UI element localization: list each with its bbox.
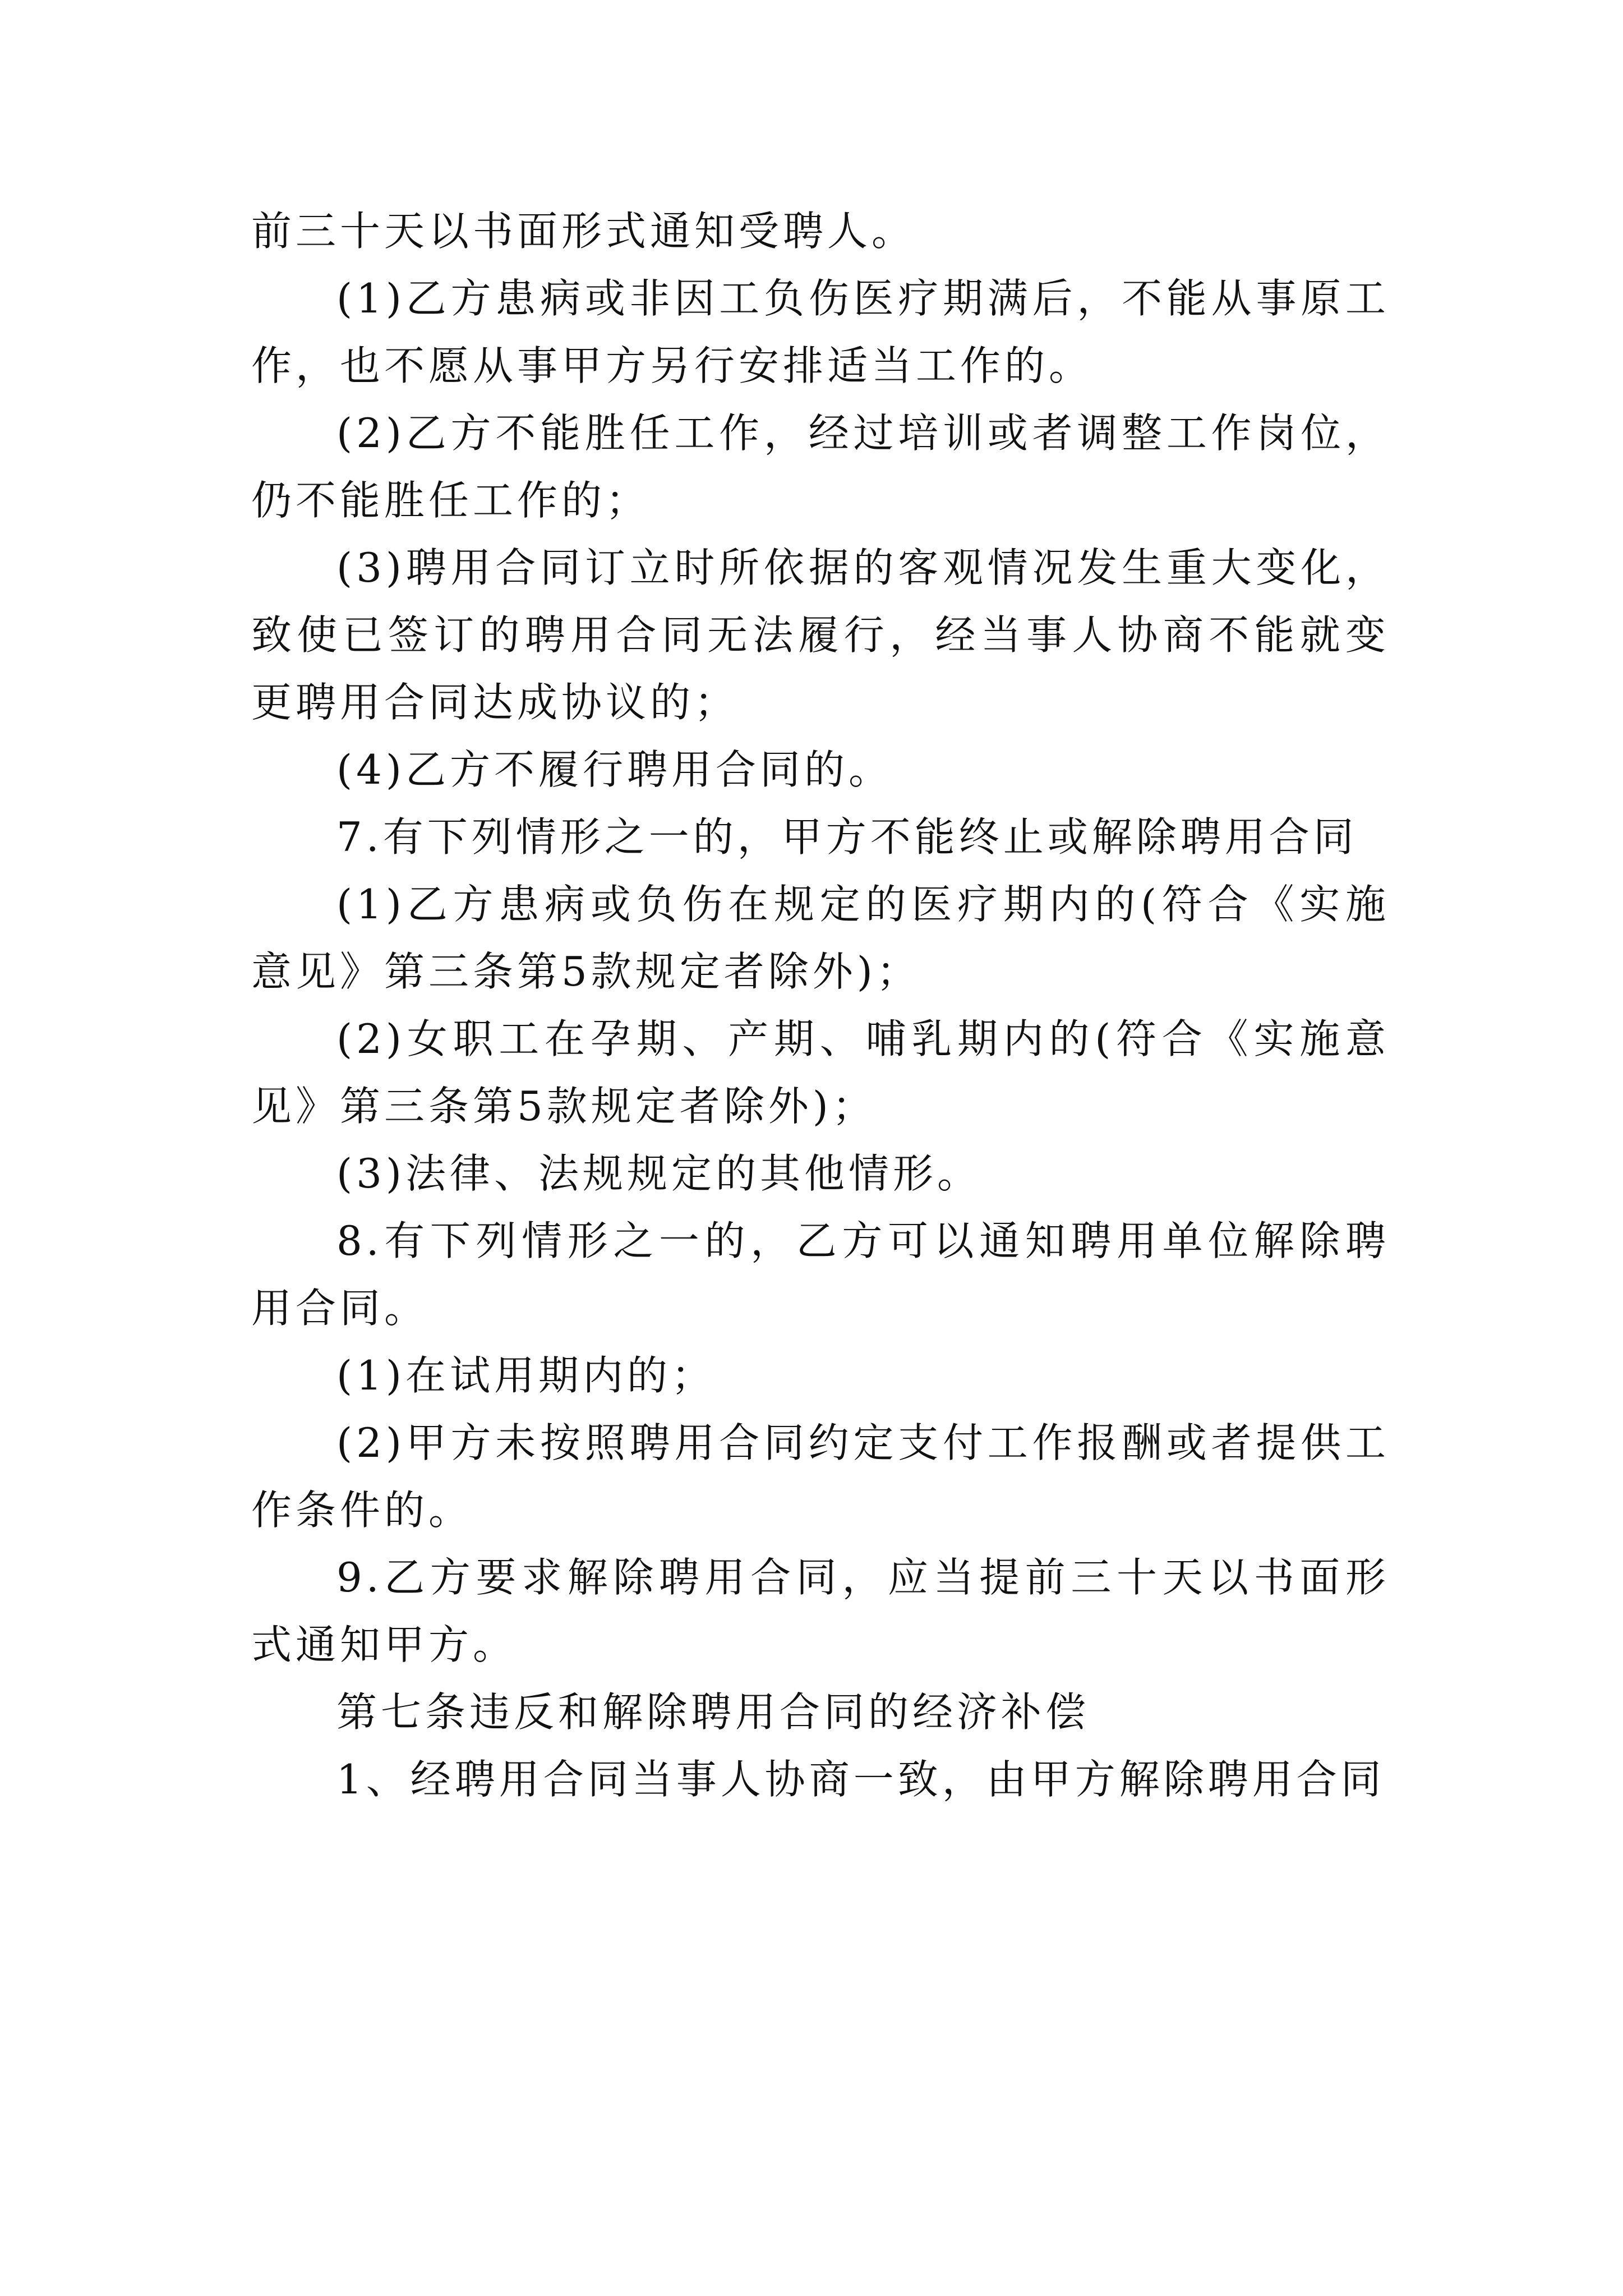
paragraph-item-7: 7.有下列情形之一的，甲方不能终止或解除聘用合同 [336,813,1358,861]
paragraph-item-9: 9.乙方要求解除聘用合同，应当提前三十天以书面形式通知甲方。 [251,1554,1390,1668]
paragraph-clause-3-circumstances: (3)聘用合同订立时所依据的客观情况发生重大变化，致使已签订的聘用合同无法履行，经当事人协商不能就变更聘用合同达成协议的； [251,544,1390,726]
document-body [251,197,1390,1813]
paragraph-article-7-item-1: 1、经聘用合同当事人协商一致，由甲方解除聘用合同 [336,1756,1385,1803]
paragraph-item-7-sub-3: (3)法律、法规规定的其他情形。 [336,1150,981,1197]
paragraph-clause-2-incompetent: (2)乙方不能胜任工作，经过培训或者调整工作岗位，仍不能胜任工作的； [251,409,1390,524]
paragraph-item-8-sub-1: (1)在试用期内的； [336,1352,716,1399]
paragraph-item-7-sub-1: (1)乙方患病或负伤在规定的医疗期内的(符合《实施意见》第三条第5款规定者除外)； [251,881,1390,995]
paragraph-item-8: 8.有下列情形之一的，乙方可以通知聘用单位解除聘用合同。 [251,1217,1390,1332]
paragraph-clause-1-illness: (1)乙方患病或非因工负伤医疗期满后，不能从事原工作，也不愿从事甲方另行安排适当工作的。 [251,275,1390,389]
paragraph-item-8-sub-2: (2)甲方未按照聘用合同约定支付工作报酬或者提供工作条件的。 [251,1419,1390,1534]
paragraph-clause-4-breach: (4)乙方不履行聘用合同的。 [336,746,893,793]
section-heading-article-7: 第七条违反和解除聘用合同的经济补偿 [336,1688,1090,1736]
paragraph-item-7-sub-2: (2)女职工在孕期、产期、哺乳期内的(符合《实施意见》第三条第5款规定者除外)； [251,1015,1390,1130]
paragraph-notice-continuation: 前三十天以书面形式通知受聘人。 [251,208,916,255]
